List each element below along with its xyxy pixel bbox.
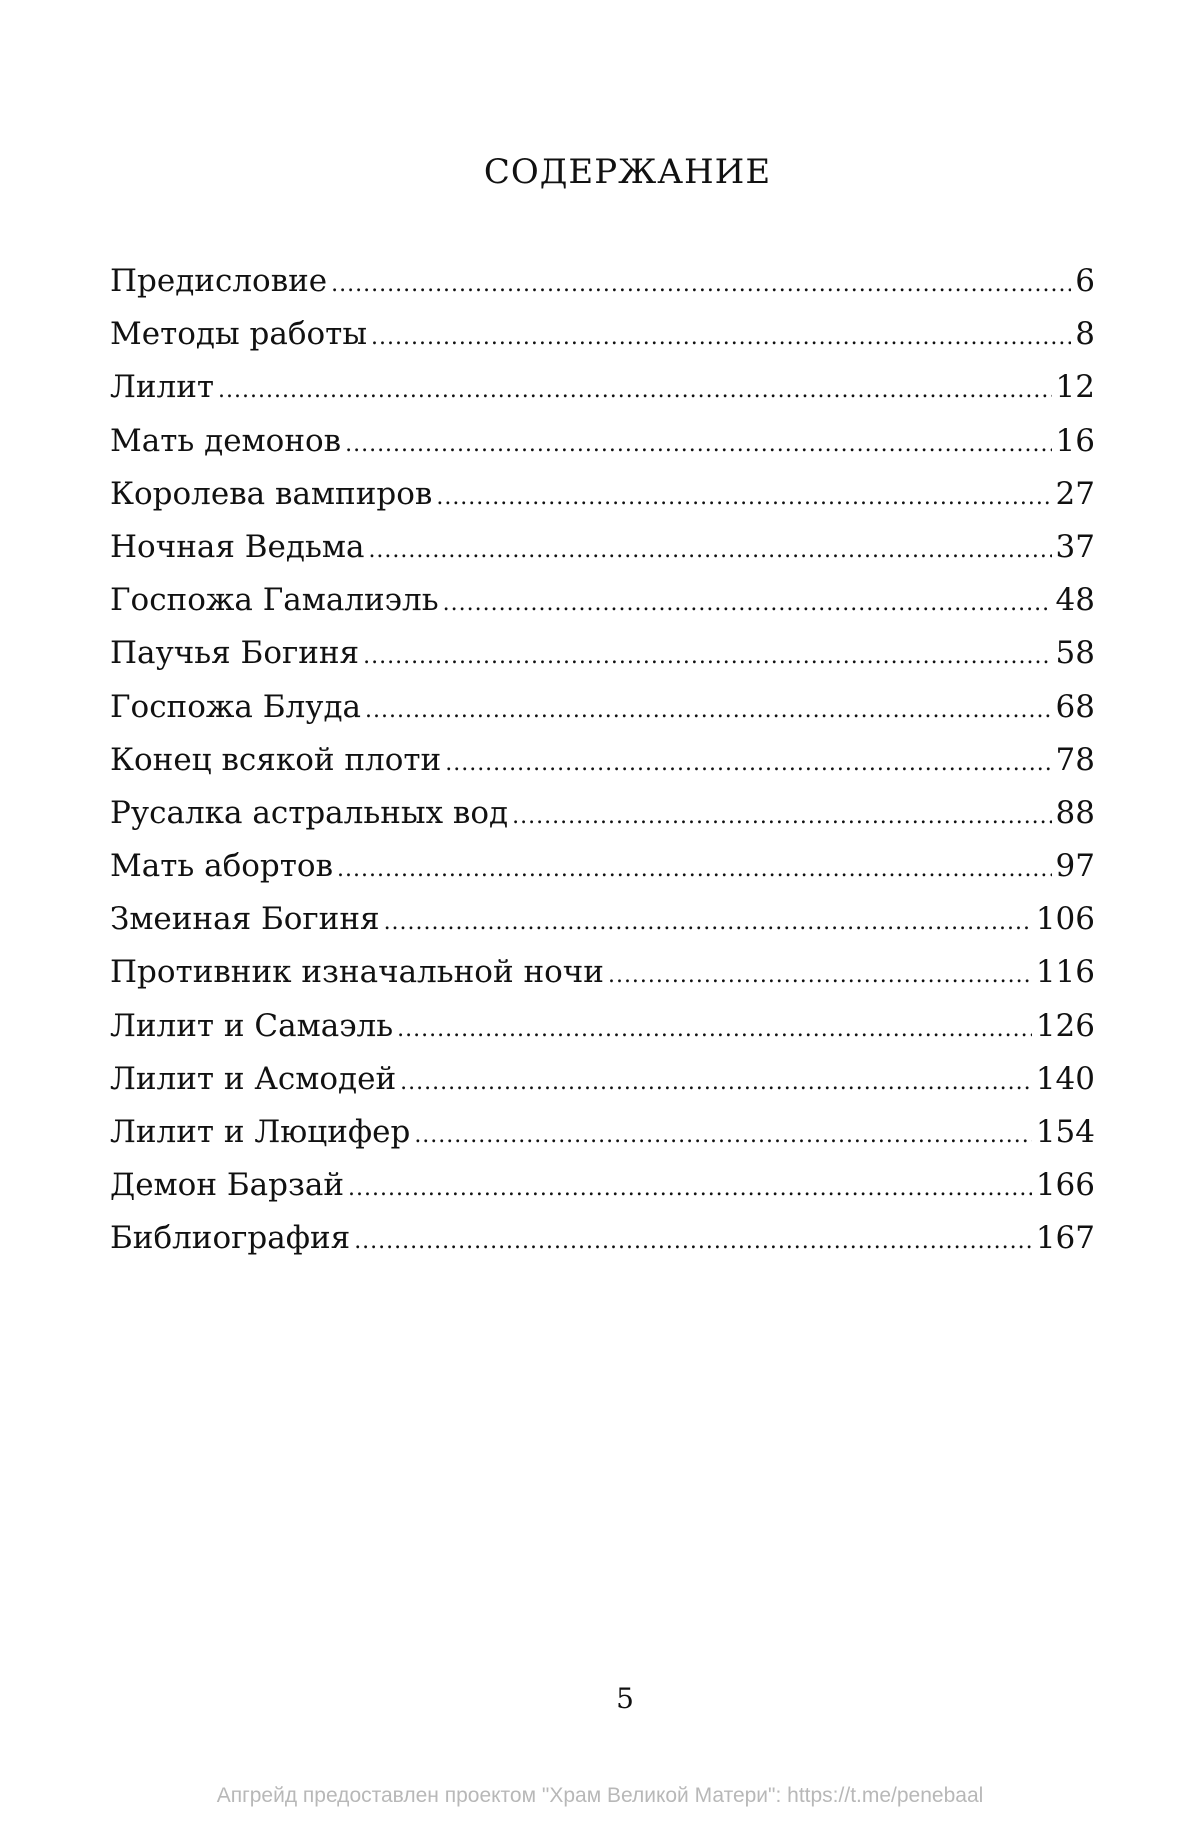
toc-entry-page: 48	[1055, 582, 1095, 619]
toc-entry-page: 6	[1075, 263, 1095, 299]
page-number: 5	[616, 1682, 634, 1715]
page-title: СОДЕРЖАНИЕ	[483, 152, 772, 192]
toc-entry[interactable]	[110, 893, 1095, 946]
toc-entry-page: 37	[1055, 528, 1095, 565]
toc-entry-title: Паучья Богиня	[110, 635, 360, 672]
toc-entry-page: 166	[1035, 1167, 1095, 1204]
toc-entry-title: Госпожа Блуда	[110, 688, 362, 725]
toc-entry[interactable]	[110, 255, 1095, 308]
toc-entry[interactable]	[110, 415, 1095, 468]
toc-entry[interactable]	[110, 308, 1095, 361]
toc-entry[interactable]	[110, 521, 1095, 574]
toc-entry-page: 8	[1075, 316, 1095, 353]
dot-leader	[345, 418, 1051, 471]
toc-entry[interactable]	[110, 1212, 1095, 1265]
toc-entry-title: Мать абортов	[110, 848, 334, 885]
toc-entry-title: Демон Барзай	[110, 1167, 344, 1204]
toc-entry[interactable]	[110, 787, 1095, 840]
toc-entry-page: 154	[1035, 1114, 1095, 1150]
dot-leader	[384, 896, 1032, 949]
dot-leader	[400, 1056, 1032, 1109]
dot-leader	[445, 737, 1051, 790]
toc-entry-title: Лилит	[110, 369, 215, 406]
toc-entry-page: 97	[1055, 848, 1095, 885]
toc-entry[interactable]	[110, 361, 1095, 414]
toc-entry-title: Змеиная Богиня	[110, 901, 380, 938]
dot-leader	[348, 1162, 1032, 1215]
dot-leader	[397, 1003, 1032, 1056]
toc-entry[interactable]	[110, 574, 1095, 627]
toc-entry-title: Библиография	[110, 1220, 351, 1257]
toc-entry-page: 140	[1035, 1060, 1095, 1097]
dot-leader	[368, 524, 1051, 577]
toc-entry-title: Предисловие	[110, 263, 328, 299]
dot-leader	[363, 630, 1051, 683]
toc-entry[interactable]	[110, 681, 1095, 734]
toc-entry[interactable]	[110, 627, 1095, 680]
toc-entry-title: Противник изначальной ночи	[110, 954, 604, 991]
toc-entry-title: Королева вампиров	[110, 475, 433, 512]
toc-entry-page: 27	[1055, 475, 1095, 512]
toc-entry-title: Русалка астральных вод	[110, 794, 509, 831]
toc-entry-title: Лилит и Люцифер	[110, 1114, 411, 1150]
toc-entry-title: Лилит и Асмодей	[110, 1060, 397, 1097]
dot-leader	[436, 471, 1051, 524]
toc-entry-page: 68	[1055, 688, 1095, 725]
dot-leader	[443, 577, 1052, 630]
toc-entry-page: 116	[1035, 954, 1095, 991]
toc-entry[interactable]	[110, 1000, 1095, 1053]
toc-entry-page: 88	[1055, 794, 1095, 831]
dot-leader	[337, 843, 1052, 896]
dot-leader	[331, 258, 1071, 311]
toc-entry[interactable]	[110, 946, 1095, 999]
toc-entry-title: Мать демонов	[110, 422, 342, 459]
toc-entry[interactable]	[110, 1053, 1095, 1106]
toc-entry-page: 12	[1055, 369, 1095, 406]
dot-leader	[354, 1215, 1032, 1268]
dot-leader	[608, 949, 1032, 1002]
toc-entry-title: Лилит и Самаэль	[110, 1007, 394, 1044]
toc-entry-title: Конец всякой плоти	[110, 741, 442, 778]
dot-leader	[414, 1109, 1032, 1162]
toc-entry-title: Госпожа Гамалиэль	[110, 582, 439, 619]
toc-entry-page: 58	[1055, 635, 1095, 672]
toc-entry-page: 167	[1035, 1220, 1095, 1257]
toc-entry-title: Методы работы	[110, 316, 367, 353]
toc-entry-page: 106	[1035, 901, 1095, 938]
toc-entry-title: Ночная Ведьма	[110, 528, 365, 565]
toc-entry[interactable]	[110, 840, 1095, 893]
toc-entry-page: 78	[1055, 741, 1095, 778]
footer-watermark: Апгрейд предоставлен проектом "Храм Великой Матери": https://t.me/penebaal	[216, 1784, 984, 1807]
toc-entry[interactable]	[110, 468, 1095, 521]
toc-entry[interactable]	[110, 1106, 1095, 1159]
toc-entry-page: 126	[1035, 1007, 1095, 1044]
dot-leader	[371, 311, 1071, 364]
dot-leader	[512, 790, 1051, 843]
dot-leader	[365, 684, 1052, 737]
table-of-contents	[110, 255, 1095, 1266]
toc-entry[interactable]	[110, 734, 1095, 787]
toc-entry-page: 16	[1055, 422, 1095, 459]
toc-entry[interactable]	[110, 1159, 1095, 1212]
dot-leader	[218, 364, 1052, 417]
